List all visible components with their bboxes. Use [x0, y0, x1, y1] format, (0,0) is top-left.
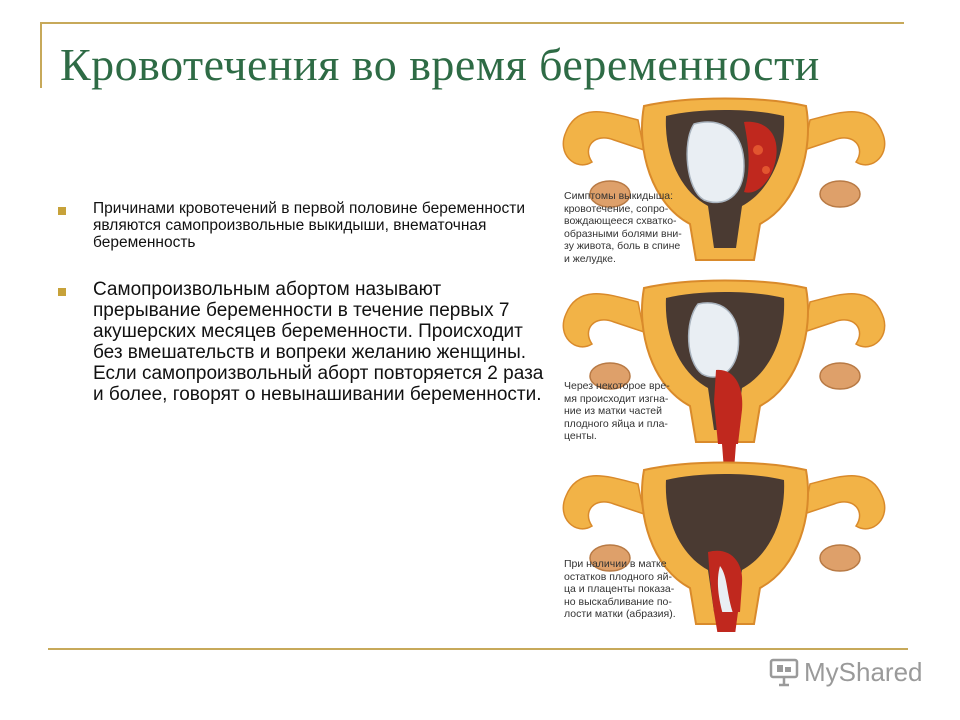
left-rule — [40, 22, 42, 88]
presentation-board-icon — [768, 656, 800, 688]
illustration-caption-3 — [564, 558, 676, 621]
caption-line: ца и плаценты показа- — [564, 583, 675, 595]
caption-line: образными болями вни- — [564, 227, 682, 240]
bullet-marker-icon — [58, 288, 66, 296]
caption-line: центы. — [564, 430, 597, 442]
bottom-rule — [48, 648, 908, 650]
caption-line: но выскабливание по- — [564, 595, 672, 608]
caption-line: остатков плодного яй- — [564, 570, 672, 583]
watermark-text: MyShared — [804, 656, 923, 687]
caption-line: лости матки (абразия). — [564, 608, 676, 620]
watermark — [768, 656, 923, 688]
caption-line: вождающееся схватко- — [564, 215, 677, 227]
caption-line: Через некоторое вре- — [564, 380, 670, 392]
bullet-marker-icon — [58, 207, 66, 215]
top-rule — [40, 22, 904, 24]
caption-line: При наличии в матке — [564, 558, 667, 570]
caption-line: ние из матки частей — [564, 405, 662, 417]
caption-line: зу живота, боль в спине — [564, 240, 681, 252]
caption-line: мя происходит изгна- — [564, 392, 669, 405]
bullet-item — [58, 200, 548, 251]
caption-line: Симптомы выкидыша: — [564, 190, 674, 202]
slide-title: Кровотечения во время беременности — [60, 39, 820, 90]
bullet-text: Самопроизвольным абортом называют прерывание беременности в течение первых 7 акушерских месяцев беременности. Происходит без вмешательств и вопреки желанию женщины. Если самопроизвольный аборт повторяется 2 раза и более, говорят о невынашивании беременности. — [93, 279, 544, 405]
uterus-illustration — [548, 92, 910, 632]
caption-line: и желудке. — [564, 252, 616, 265]
illustration-caption-2 — [564, 380, 670, 443]
caption-line: кровотечение, сопро- — [564, 202, 669, 215]
illustration-caption-1 — [564, 190, 682, 265]
bullet-list — [58, 200, 548, 405]
bullet-text: Причинами кровотечений в первой половине беременности являются самопроизвольные выкидыши, внематочная беременность — [93, 200, 526, 251]
caption-line: плодного яйца и пла- — [564, 417, 668, 430]
bullet-item — [58, 279, 548, 405]
